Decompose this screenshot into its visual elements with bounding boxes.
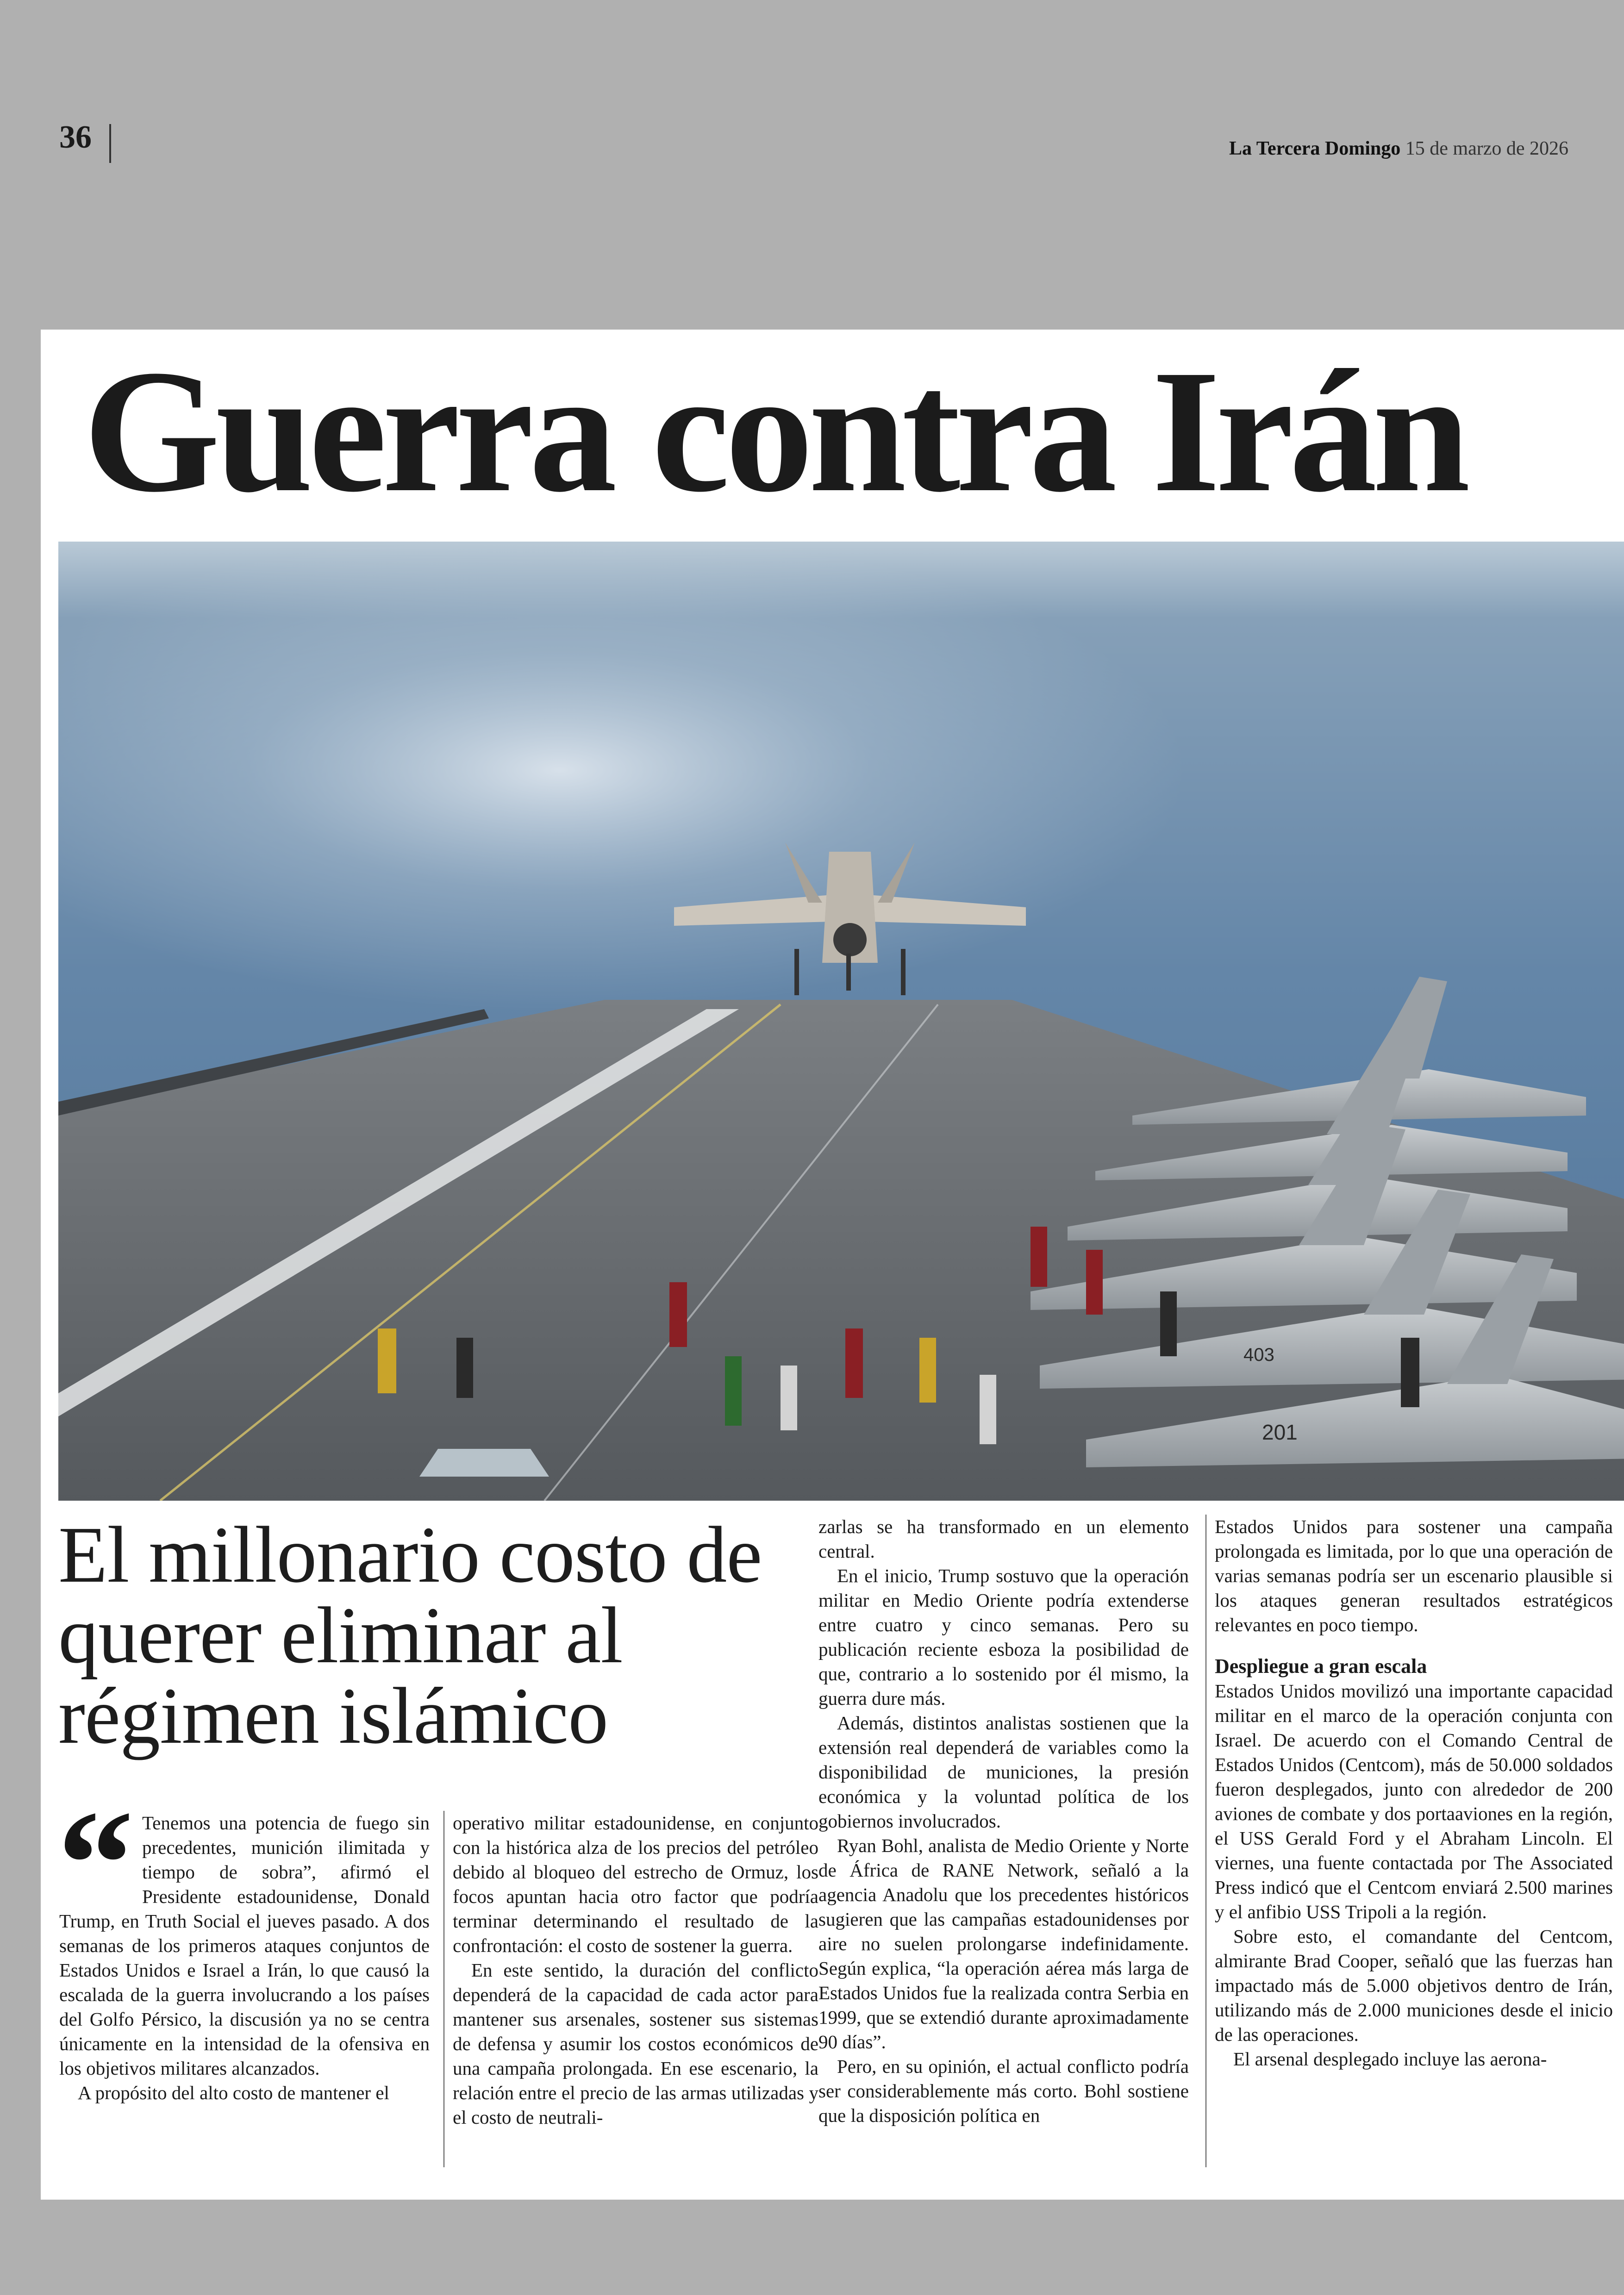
article-column-4 [1206,1515,1613,2167]
paragraph: En este sentido, la duración del conflicto dependerá de la capacidad de cada actor para mantener sus arsenales, sostener sus sistemas de defensa y asumir los costos económicos de una campaña prolongada. En ese escenario, la relación entre el precio de las armas utilizadas y el costo de neutrali- [453,1959,818,2128]
page-number: 36 [59,119,92,155]
paragraph: Tenemos una potencia de fuego sin precedentes, munición ilimitada y tiempo de sobra”, afirmó el Presidente estadounidense, Donald Trump, en Truth Social el jueves pasado. A dos semanas de los primeros ataques conjuntos de Estados Unidos e Israel a Irán, lo que causó la escalada de la guerra involucrando a los países del Golfo Pérsico, la discusión ya no se centra únicamente en la intensidad de la ofensiva en los objetivos militares alcanzados. [59,1812,430,2079]
deck-hatch [419,1449,549,1477]
lead-photo [58,542,1624,1501]
article-column-1 [57,1779,430,2167]
paragraph: zarlas se ha transformado en un elemento central. [818,1516,1189,1562]
newspaper-page [41,330,1624,2200]
paragraph: Además, distintos analistas sostienen que la extensión real dependerá de variables como la disponibilidad de municiones, la presión económica y la voluntad política de los gobiernos involucrados. [818,1712,1189,1832]
paragraph: Estados Unidos movilizó una importante capacidad militar en el marco de la operación conjunta con Israel. De acuerdo con el Comando Central de Estados Unidos (Centcom), más de 50.000 soldados fueron desplegados, junto con alrededor de 200 aviones de combate y dos portaaviones en la región, el USS Gerald Ford y el Abraham Lincoln. El viernes, una fuente contactada por The Associated Press indicó que el Centcom enviará 2.500 marines y el anfibio USS Tripoli a la región. [1215,1680,1613,1922]
article-column-3 [818,1515,1189,2167]
jet-number-403: 403 [1243,1345,1274,1365]
article-column-2 [443,1811,818,2167]
publication-date: 15 de marzo de 2026 [1405,138,1568,159]
paragraph: A propósito del alto costo de mantener el [78,2082,389,2103]
jet-number-201: 201 [1262,1420,1298,1444]
running-head [1229,139,1568,158]
section-subheading: Despliegue a gran escala [1215,1655,1427,1678]
page-number-rule [109,124,111,163]
paragraph: Estados Unidos para sostener una campaña prolongada es limitada, por lo que una operación de varias semanas podría ser un escenario plausible si los ataques generan resultados estratégicos relevantes en poco tiempo. [1215,1516,1613,1635]
publication-name: La Tercera Domingo [1229,138,1401,159]
paragraph: Ryan Bohl, analista de Medio Oriente y Norte de África de RANE Network, señaló a la agencia Anadolu que los precedentes históricos sugieren que las campañas estadounidenses por aire no suelen prolongarse indefinidamente. Según explica, “la operación aérea más larga de Estados Unidos fue la realizada contra Serbia en 1999, que se extendió durante aproximadamente 90 días”. [818,1835,1189,2052]
paragraph: En el inicio, Trump sostuvo que la operación militar en Medio Oriente podría extenderse entre cuatro y cinco semanas. Pero su publicación reciente esboza la posibilidad de que, contrario a lo sostenido por él mismo, la guerra dure más. [818,1565,1189,1709]
section-headline: Guerra contra Irán [83,334,1466,529]
paragraph: Pero, en su opinión, el actual conflicto podría ser considerablemente más corto. Bohl sostiene que la disposición política en [818,2056,1189,2126]
paragraph: Sobre esto, el comandante del Centcom, almirante Brad Cooper, señaló que las fuerzas han impactado más de 5.000 objetivos dentro de Irán, utilizando más de 2.000 municiones desde el inicio de las operaciones. [1215,1926,1613,2045]
quote-icon: “ [57,1779,134,1948]
article-title: El millonario costo de querer eliminar al régimen islámico [58,1510,762,1760]
paragraph: operativo militar estadounidense, en conjunto con la histórica alza de los precios del petróleo debido al bloqueo del estrecho de Ormuz, los focos apuntan hacia otro factor que podría terminar determinando el resultado de la confrontación: el costo de sostener la guerra. [453,1812,818,1956]
paragraph: El arsenal desplegado incluye las aerona- [1233,2048,1547,2070]
